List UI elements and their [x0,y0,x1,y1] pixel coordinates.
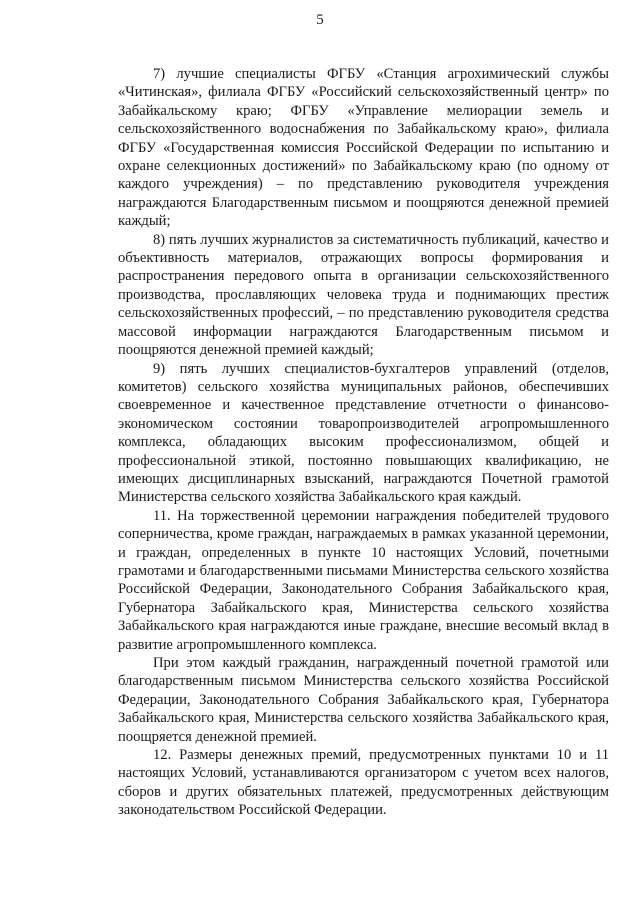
document-body [118,65,609,820]
paragraph-item-9: 9) пять лучших специалистов-бухгалтеров управлений (отделов, комитетов) сельского хозяйства муниципальных районов, обеспечивших своевременное и качественное представление отчетности о финансово-экономическом состоянии товаропроизводителей агропромышленного комплекса, обладающих высоким профессионализмом, общей и профессиональной этикой, постоянно повышающих квалификацию, не имеющих дисциплинарных взысканий, награждаются Почетной грамотой Министерства сельского хозяйства Забайкальского края каждый. [118,360,609,506]
paragraph-clause-11: 11. На торжественной церемонии награждения победителей трудового соперничества, кроме граждан, награждаемых в рамках указанной церемонии, и граждан, определенных в пункте 10 настоящих Условий, почетными грамотами и благодарственными письмами Министерства сельского хозяйства Российской Федерации, Законодательного Собрания Забайкальского края, Губернатора Забайкальского края, Министерства сельского хозяйства Забайкальского края награждаются иные граждане, внесшие весомый вклад в развитие агропромышленного комплекса. [118,507,609,653]
paragraph-item-8: 8) пять лучших журналистов за систематичность публикаций, качество и объективность материалов, отражающих вопросы формирования и распространения передового опыта в организации сельскохозяйственного производства, прославляющих человека труда и поднимающих престиж сельскохозяйственных профессий, – по представлению руководителя средства массовой информации награждаются Благодарственным письмом и поощряются денежной премией каждый; [118,231,609,359]
paragraph-clause-12: 12. Размеры денежных премий, предусмотренных пунктами 10 и 11 настоящих Условий, устанавливаются организатором с учетом всех налогов, сборов и других обязательных платежей, предусмотренных действующим законодательством Российской Федерации. [118,747,609,819]
page-number: 5 [316,12,324,28]
paragraph-clause-11-note: При этом каждый гражданин, награжденный почетной грамотой или благодарственным письмом Министерства сельского хозяйства Российской Федерации, Законодательного Собрания Забайкальского края, Губернатора Забайкальского края, Министерства сельского хозяйства Забайкальского края, поощряется денежной премией. [118,655,609,745]
paragraph-item-7: 7) лучшие специалисты ФГБУ «Станция агрохимический службы «Читинская», филиала ФГБУ «Российский сельскохозяйственный центр» по Забайкальскому краю; ФГБУ «Управление мелиорации земель и сельскохозяйственного водоснабжения по Забайкальскому краю», филиала ФГБУ «Государственная комиссия Российской Федерации по испытанию и охране селекционных достижений» по Забайкальскому краю (по одному от каждого учреждения) – по представлению руководителя учреждения награждаются Благодарственным письмом и поощряются денежной премией каждый; [118,66,609,230]
